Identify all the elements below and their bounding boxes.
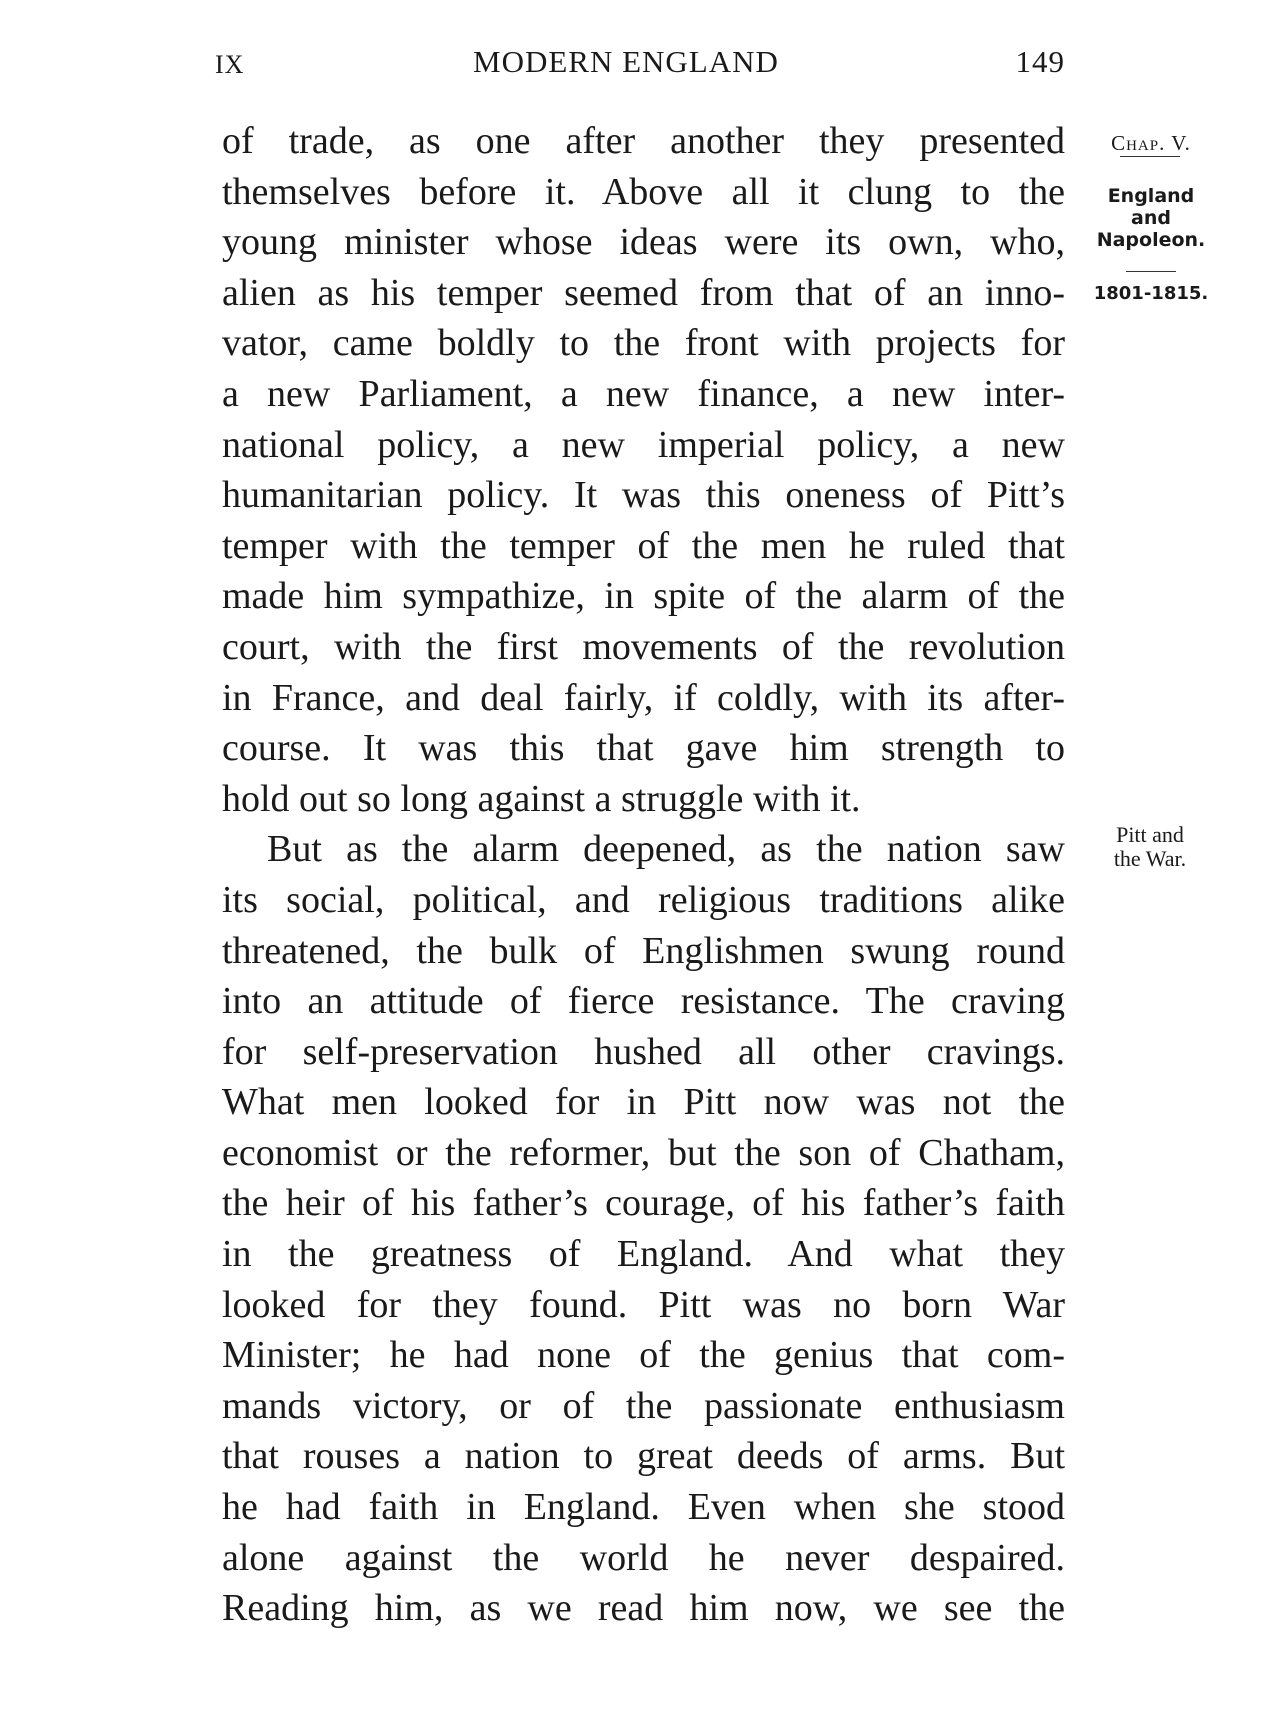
text-line: hold out so long against a struggle with it. bbox=[222, 777, 861, 820]
sidenote-chapter: Chap. V. bbox=[1111, 131, 1191, 155]
text-line: the heir of his father’s courage, of his father’s faith bbox=[222, 1182, 1065, 1225]
sidenote-rule bbox=[1120, 156, 1180, 157]
text-line: in France, and deal fairly, if coldly, with its after- bbox=[222, 676, 1065, 719]
chapter-number: IX bbox=[215, 50, 245, 79]
text-line: temper with the temper of the men he ruled that bbox=[222, 524, 1065, 567]
text-line: into an attitude of fierce resistance. The craving bbox=[222, 980, 1065, 1023]
sidenote-topic-line: England bbox=[1107, 185, 1195, 207]
text-line: themselves before it. Above all it clung to the bbox=[222, 170, 1065, 213]
sidenote-pitt-and-the-war bbox=[1086, 823, 1214, 871]
text-line: mands victory, or of the passionate enthusiasm bbox=[222, 1384, 1065, 1427]
text-line: economist or the reformer, but the son of Chatham, bbox=[222, 1131, 1065, 1174]
text-line: humanitarian policy. It was this oneness of Pitt’s bbox=[222, 474, 1065, 517]
book-title: MODERN ENGLAND bbox=[473, 44, 779, 79]
text-line: young minister whose ideas were its own, who, bbox=[222, 221, 1065, 264]
text-line: Reading him, as we read him now, we see the bbox=[222, 1587, 1065, 1630]
sidenote-pitt-line: Pitt and bbox=[1116, 822, 1184, 847]
text-line: vator, came boldly to the front with projects for bbox=[222, 322, 1065, 365]
body-text bbox=[222, 116, 1065, 1634]
text-line: that rouses a nation to great deeds of arms. But bbox=[222, 1435, 1065, 1478]
sidenote-topic-line: Napoleon. bbox=[1096, 229, 1206, 251]
text-line: national policy, a new imperial policy, a new bbox=[222, 423, 1065, 466]
text-line: made him sympathize, in spite of the alarm of the bbox=[222, 575, 1065, 618]
text-line: alone against the world he never despaired. bbox=[222, 1536, 1065, 1579]
text-line: course. It was this that gave him strength to bbox=[222, 727, 1065, 770]
text-line: of trade, as one after another they presented bbox=[222, 120, 1065, 162]
text-line: in the greatness of England. And what they bbox=[222, 1233, 1065, 1276]
text-line: for self-preservation hushed all other cravings. bbox=[222, 1030, 1065, 1073]
sidenote-pitt-line: the War. bbox=[1113, 846, 1187, 871]
sidenote-topic bbox=[1082, 185, 1220, 251]
sidenote-topic-line: and bbox=[1131, 207, 1171, 229]
text-line: looked for they found. Pitt was no born War bbox=[222, 1283, 1065, 1326]
text-line: Minister; he had none of the genius that com- bbox=[222, 1334, 1065, 1377]
sidenote-dates: 1801-1815. bbox=[1093, 283, 1209, 304]
sidenote-rule bbox=[1126, 271, 1176, 272]
text-line: What men looked for in Pitt now was not the bbox=[222, 1081, 1065, 1124]
text-line: he had faith in England. Even when she stood bbox=[222, 1486, 1065, 1529]
text-line: court, with the first movements of the revolution bbox=[222, 625, 1065, 668]
text-line: alien as his temper seemed from that of an inno- bbox=[222, 271, 1065, 314]
text-line: But as the alarm deepened, as the nation saw bbox=[267, 828, 1065, 871]
running-head bbox=[215, 44, 1065, 84]
text-line: its social, political, and religious traditions alike bbox=[222, 878, 1065, 921]
text-line: a new Parliament, a new finance, a new inter- bbox=[222, 372, 1065, 415]
text-line: threatened, the bulk of Englishmen swung round bbox=[222, 929, 1065, 972]
page-number: 149 bbox=[1015, 44, 1065, 79]
